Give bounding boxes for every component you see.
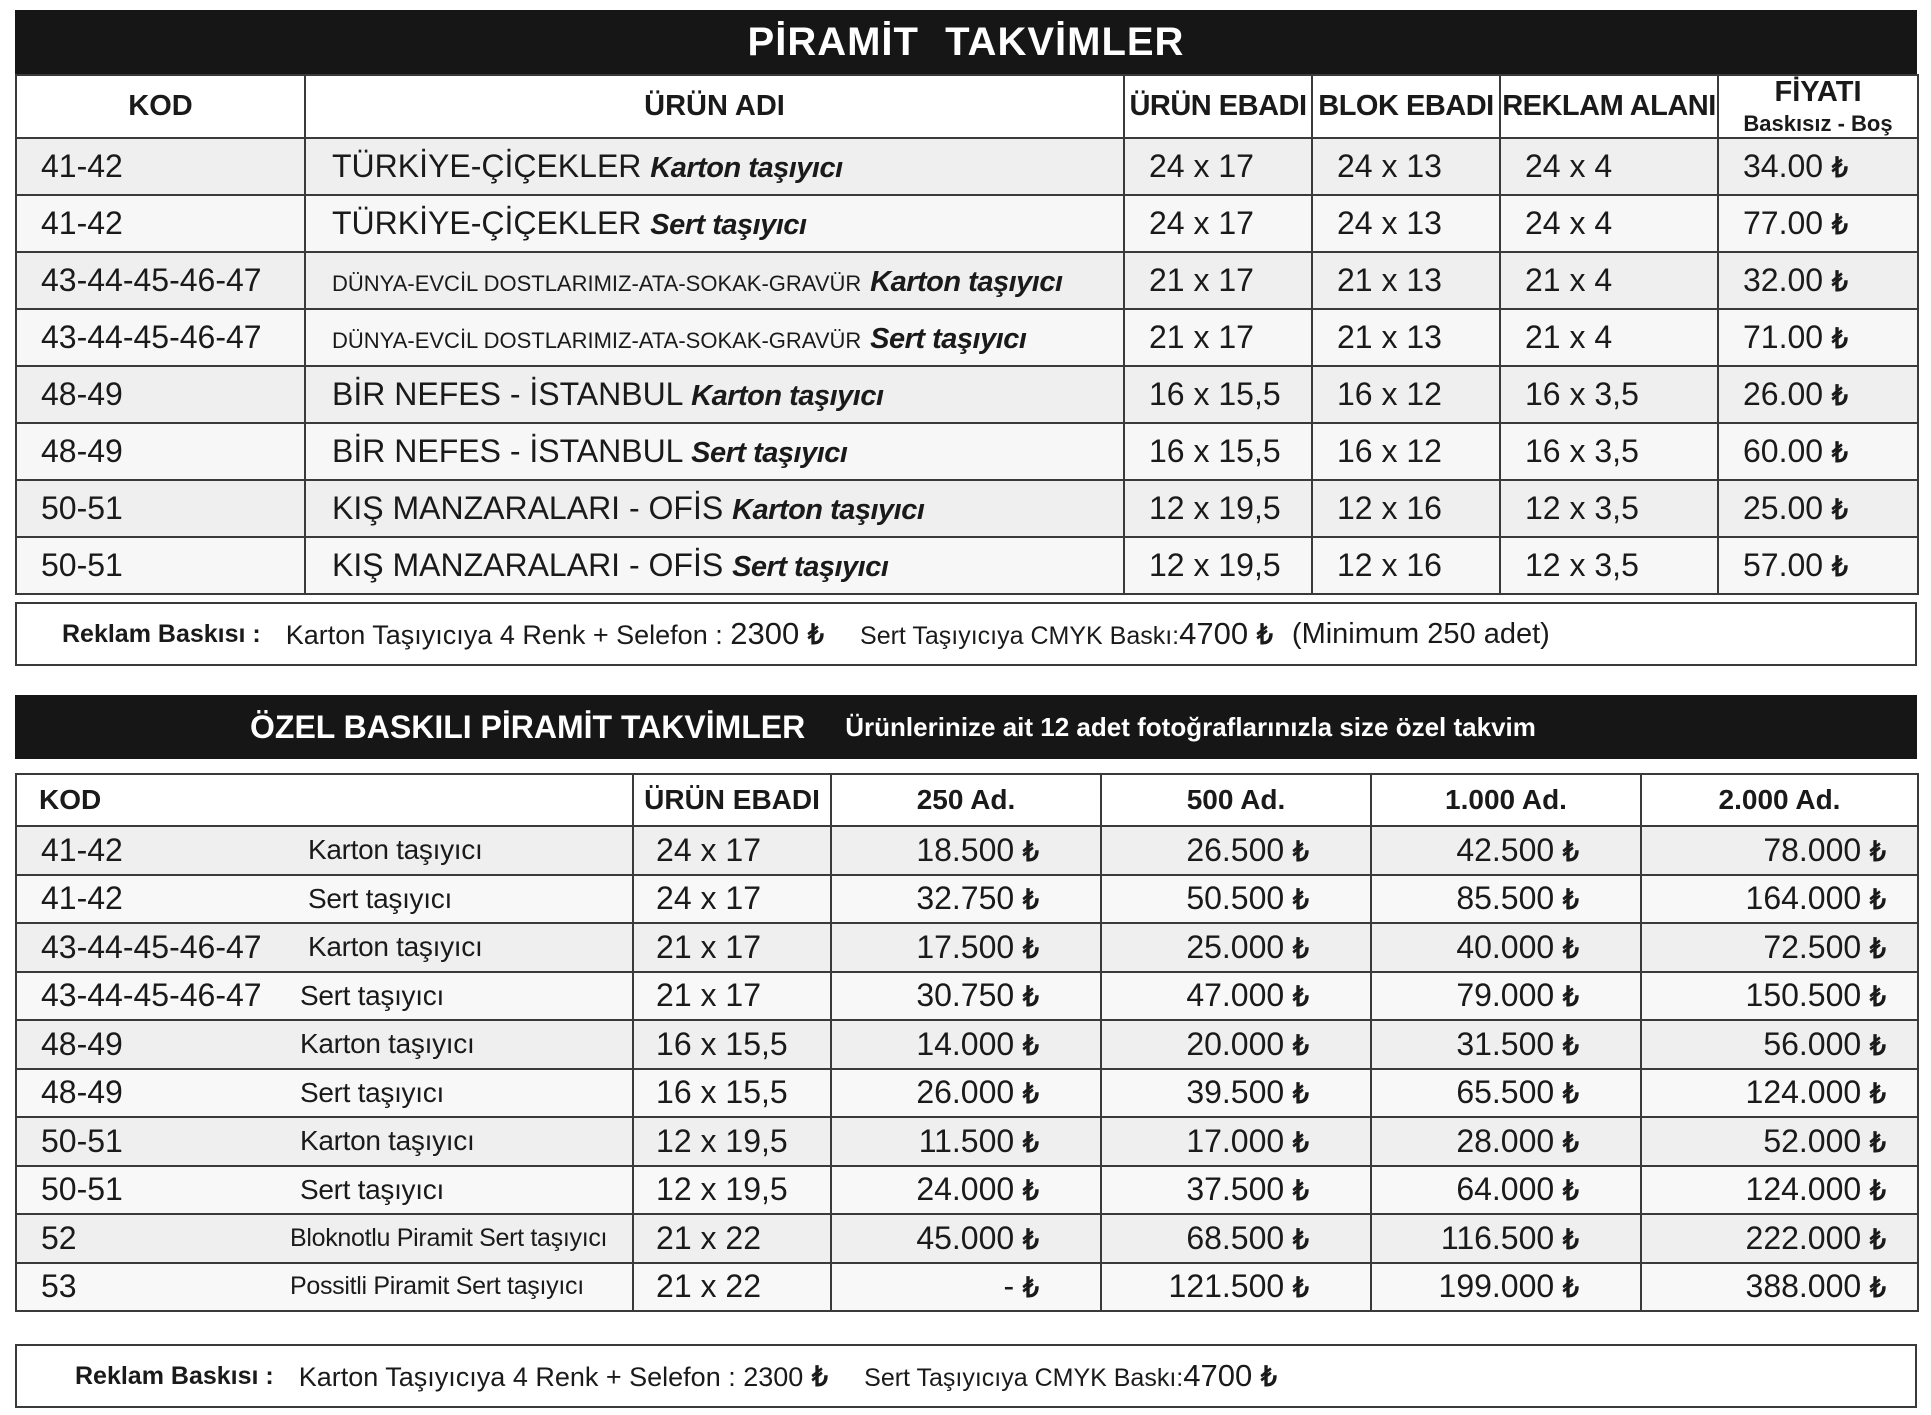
price-value: 60.00 — [1743, 433, 1824, 469]
cell-carrier: Possitli Piramit Sert taşıyıcı — [286, 1263, 633, 1312]
price-value: 17.500 — [916, 928, 1015, 965]
lira-icon: ₺ — [1831, 266, 1849, 297]
cell-price-250 — [831, 1117, 1101, 1166]
product-name: DÜNYA-EVCİL DOSTLARIMIZ-ATA-SOKAK-GRAVÜR — [332, 271, 862, 296]
lira-icon: ₺ — [1293, 884, 1310, 916]
price-value: 24.000 — [916, 1171, 1015, 1208]
price-value: 57.00 — [1743, 547, 1824, 583]
lira-icon: ₺ — [1563, 1223, 1580, 1255]
cell-fiyati — [1718, 537, 1918, 594]
cell-price-2000 — [1641, 875, 1918, 924]
price-value: 42.500 — [1456, 831, 1555, 868]
cell-blok-ebadi: 16 x 12 — [1312, 366, 1500, 423]
cell-reklam-alani: 21 x 4 — [1500, 309, 1718, 366]
carrier-type: Sert taşıyıcı — [732, 551, 889, 583]
cell-kod: 53 — [16, 1263, 286, 1312]
table-row — [16, 480, 1918, 537]
price-value: 28.000 — [1456, 1122, 1555, 1159]
lira-icon: ₺ — [1023, 1078, 1040, 1110]
lira-icon: ₺ — [1293, 1223, 1310, 1255]
cell-carrier: Bloknotlu Piramit Sert taşıyıcı — [286, 1214, 633, 1263]
table-row — [16, 252, 1918, 309]
section1-advert-note — [15, 602, 1917, 666]
cell-price-1000 — [1371, 826, 1641, 875]
price-value: 65.500 — [1456, 1074, 1555, 1111]
cell-blok-ebadi: 12 x 16 — [1312, 537, 1500, 594]
carrier-type: Karton taşıyıcı — [650, 152, 843, 184]
cell-kod: 50-51 — [16, 480, 305, 537]
lira-icon: ₺ — [1293, 1175, 1310, 1207]
section2-advert-note — [15, 1344, 1917, 1408]
cell-carrier: Sert taşıyıcı — [286, 1166, 633, 1215]
cell-urun-adi — [305, 480, 1124, 537]
lira-icon: ₺ — [1293, 981, 1310, 1013]
lira-icon: ₺ — [1293, 1078, 1310, 1110]
lira-icon: ₺ — [1023, 1272, 1040, 1304]
carrier-type: Karton taşıyıcı — [732, 494, 925, 526]
cell-carrier: Karton taşıyıcı — [286, 1020, 633, 1069]
lira-icon: ₺ — [1563, 1078, 1580, 1110]
carrier-type: Karton taşıyıcı — [691, 380, 884, 412]
price-value: 64.000 — [1456, 1171, 1555, 1208]
table-row — [16, 366, 1918, 423]
price-value: 34.00 — [1743, 148, 1824, 184]
price-value: 52.000 — [1763, 1122, 1862, 1159]
note-sert — [860, 616, 1274, 652]
price-value: 26.500 — [1186, 831, 1285, 868]
lira-icon: ₺ — [1831, 152, 1849, 183]
cell-urun-ebadi: 12 x 19,5 — [1124, 537, 1312, 594]
lira-icon: ₺ — [1831, 380, 1849, 411]
cell-urun-ebadi: 21 x 17 — [633, 923, 831, 972]
lira-icon: ₺ — [1023, 932, 1040, 964]
lira-icon: ₺ — [1023, 981, 1040, 1013]
cell-blok-ebadi: 12 x 16 — [1312, 480, 1500, 537]
section2-subtitle: Ürünlerinize ait 12 adet fotoğraflarınızla size özel takvim — [845, 711, 1536, 742]
product-name: KIŞ MANZARALARI - OFİS — [332, 490, 724, 526]
table-row — [16, 1214, 1918, 1263]
cell-urun-ebadi: 24 x 17 — [1124, 195, 1312, 252]
note-sert-price: 4700 — [1179, 616, 1249, 651]
cell-urun-ebadi: 24 x 17 — [1124, 138, 1312, 195]
carrier-type: Sert taşıyıcı — [870, 323, 1027, 355]
table-row — [16, 309, 1918, 366]
price-value: 40.000 — [1456, 928, 1555, 965]
cell-price-1000 — [1371, 1214, 1641, 1263]
cell-urun-adi — [305, 537, 1124, 594]
carrier-type: Karton taşıyıcı — [870, 266, 1063, 298]
cell-reklam-alani: 24 x 4 — [1500, 195, 1718, 252]
cell-urun-ebadi: 21 x 22 — [633, 1214, 831, 1263]
cell-urun-ebadi: 16 x 15,5 — [633, 1069, 831, 1118]
header-fiyati-label: FİYATI — [1774, 76, 1862, 108]
lira-icon: ₺ — [1831, 494, 1849, 525]
cell-blok-ebadi: 21 x 13 — [1312, 309, 1500, 366]
lira-icon: ₺ — [1831, 209, 1849, 240]
note-sert-text: Sert Taşıyıcıya CMYK Baskı: — [864, 1364, 1184, 1392]
cell-reklam-alani: 12 x 3,5 — [1500, 537, 1718, 594]
cell-price-1000 — [1371, 1166, 1641, 1215]
section2-title-bar — [15, 695, 1917, 759]
cell-price-2000 — [1641, 1117, 1918, 1166]
cell-price-250 — [831, 1166, 1101, 1215]
note-karton-text: Karton Taşıyıcıya 4 Renk + Selefon : — [298, 1361, 736, 1392]
section1-title-bar — [15, 10, 1917, 74]
cell-urun-adi — [305, 309, 1124, 366]
lira-icon: ₺ — [1870, 884, 1887, 916]
lira-icon: ₺ — [1563, 1126, 1580, 1158]
section1-title: PİRAMİT TAKVİMLER — [747, 19, 1185, 64]
price-value: 32.00 — [1743, 262, 1824, 298]
section2-title: ÖZEL BASKILI PİRAMİT TAKVİMLER — [250, 708, 806, 745]
price-value: 79.000 — [1456, 977, 1555, 1014]
cell-urun-ebadi: 12 x 19,5 — [1124, 480, 1312, 537]
cell-price-1000 — [1371, 972, 1641, 1021]
table-header-row — [16, 774, 1918, 826]
cell-urun-ebadi: 12 x 19,5 — [633, 1166, 831, 1215]
cell-price-2000 — [1641, 1214, 1918, 1263]
cell-price-250 — [831, 1214, 1101, 1263]
cell-fiyati — [1718, 366, 1918, 423]
price-value: 47.000 — [1186, 977, 1285, 1014]
cell-price-2000 — [1641, 923, 1918, 972]
table-row — [16, 826, 1918, 875]
price-value: 56.000 — [1763, 1025, 1862, 1062]
cell-price-2000 — [1641, 1020, 1918, 1069]
header-fiyati-sub: Baskısız - Boş — [1743, 111, 1893, 136]
cell-urun-ebadi: 12 x 19,5 — [633, 1117, 831, 1166]
note-karton-price: 2300 — [743, 1361, 804, 1392]
lira-icon: ₺ — [808, 619, 825, 650]
price-value: 388.000 — [1745, 1268, 1862, 1305]
header-250: 250 Ad. — [831, 774, 1101, 826]
cell-carrier: Sert taşıyıcı — [286, 875, 633, 924]
product-name: TÜRKİYE-ÇİÇEKLER — [332, 148, 642, 184]
cell-fiyati — [1718, 195, 1918, 252]
price-value: 124.000 — [1745, 1074, 1862, 1111]
cell-kod: 48-49 — [16, 1020, 286, 1069]
cell-kod: 41-42 — [16, 826, 286, 875]
cell-price-1000 — [1371, 1117, 1641, 1166]
cell-fiyati — [1718, 309, 1918, 366]
cell-price-500 — [1101, 1117, 1371, 1166]
lira-icon: ₺ — [1293, 1272, 1310, 1304]
cell-price-250 — [831, 1263, 1101, 1312]
cell-urun-ebadi: 21 x 17 — [633, 972, 831, 1021]
note-sert — [864, 1358, 1278, 1394]
header-urun-ebadi: ÜRÜN EBADI — [633, 774, 831, 826]
cell-urun-ebadi: 21 x 17 — [1124, 309, 1312, 366]
lira-icon: ₺ — [1023, 1175, 1040, 1207]
table-row — [16, 1069, 1918, 1118]
note-label: Reklam Baskısı : — [62, 619, 261, 648]
price-value: 78.000 — [1763, 831, 1862, 868]
carrier-type: Sert taşıyıcı — [650, 209, 807, 241]
lira-icon: ₺ — [1870, 1223, 1887, 1255]
lira-icon: ₺ — [1023, 884, 1040, 916]
lira-icon: ₺ — [1563, 932, 1580, 964]
cell-carrier: Karton taşıyıcı — [286, 1117, 633, 1166]
note-karton — [299, 1360, 829, 1393]
cell-urun-ebadi: 21 x 17 — [1124, 252, 1312, 309]
cell-kod: 43-44-45-46-47 — [16, 252, 305, 309]
cell-urun-ebadi: 21 x 22 — [633, 1263, 831, 1312]
product-name: BİR NEFES - İSTANBUL — [332, 433, 683, 469]
header-urun-ebadi: ÜRÜN EBADI — [1124, 75, 1312, 138]
cell-urun-ebadi: 24 x 17 — [633, 875, 831, 924]
lira-icon: ₺ — [1293, 932, 1310, 964]
table-row — [16, 1020, 1918, 1069]
cell-kod: 41-42 — [16, 195, 305, 252]
lira-icon: ₺ — [1563, 1272, 1580, 1304]
header-kod: KOD — [16, 75, 305, 138]
price-value: 45.000 — [916, 1219, 1015, 1256]
product-name: DÜNYA-EVCİL DOSTLARIMIZ-ATA-SOKAK-GRAVÜR — [332, 328, 862, 353]
cell-kod: 52 — [16, 1214, 286, 1263]
cell-reklam-alani: 16 x 3,5 — [1500, 423, 1718, 480]
cell-price-2000 — [1641, 1263, 1918, 1312]
ozel-baskili-price-table — [15, 773, 1919, 1312]
lira-icon: ₺ — [1831, 437, 1849, 468]
cell-price-500 — [1101, 972, 1371, 1021]
table-header-row — [16, 75, 1918, 138]
lira-icon: ₺ — [1870, 1126, 1887, 1158]
cell-urun-adi — [305, 252, 1124, 309]
table-row — [16, 972, 1918, 1021]
cell-kod: 50-51 — [16, 537, 305, 594]
cell-reklam-alani: 21 x 4 — [1500, 252, 1718, 309]
cell-urun-ebadi: 16 x 15,5 — [1124, 423, 1312, 480]
lira-icon: ₺ — [1831, 551, 1849, 582]
cell-fiyati — [1718, 480, 1918, 537]
note-karton — [286, 616, 825, 652]
cell-price-500 — [1101, 1020, 1371, 1069]
price-value: 37.500 — [1186, 1171, 1285, 1208]
lira-icon: ₺ — [1870, 1175, 1887, 1207]
table-row — [16, 537, 1918, 594]
note-label: Reklam Baskısı : — [75, 1361, 274, 1390]
cell-kod: 43-44-45-46-47 — [16, 972, 286, 1021]
cell-reklam-alani: 12 x 3,5 — [1500, 480, 1718, 537]
cell-price-2000 — [1641, 1069, 1918, 1118]
cell-carrier: Karton taşıyıcı — [286, 923, 633, 972]
price-value: 150.500 — [1745, 977, 1862, 1014]
lira-icon: ₺ — [1831, 323, 1849, 354]
table-row — [16, 1263, 1918, 1312]
cell-price-500 — [1101, 826, 1371, 875]
lira-icon: ₺ — [1870, 932, 1887, 964]
price-value: 77.00 — [1743, 205, 1824, 241]
lira-icon: ₺ — [1870, 1078, 1887, 1110]
price-value: 11.500 — [918, 1122, 1015, 1159]
lira-icon: ₺ — [1870, 1029, 1887, 1061]
cell-kod: 48-49 — [16, 423, 305, 480]
note-sert-price: 4700 — [1183, 1358, 1253, 1393]
lira-icon: ₺ — [1563, 835, 1580, 867]
price-value: 199.000 — [1438, 1268, 1555, 1305]
price-value: 18.500 — [916, 831, 1015, 868]
lira-icon: ₺ — [1023, 835, 1040, 867]
cell-price-500 — [1101, 1263, 1371, 1312]
header-1000: 1.000 Ad. — [1371, 774, 1641, 826]
product-name: KIŞ MANZARALARI - OFİS — [332, 547, 724, 583]
table-row — [16, 923, 1918, 972]
cell-price-250 — [831, 1020, 1101, 1069]
price-value: 30.750 — [916, 977, 1015, 1014]
price-value: 71.00 — [1743, 319, 1824, 355]
price-value: 20.000 — [1186, 1025, 1285, 1062]
table-row — [16, 1166, 1918, 1215]
header-fiyati — [1718, 75, 1918, 138]
cell-kod: 48-49 — [16, 1069, 286, 1118]
cell-carrier: Sert taşıyıcı — [286, 972, 633, 1021]
lira-icon: ₺ — [1563, 1175, 1580, 1207]
price-value: 50.500 — [1186, 880, 1285, 917]
header-urun-adi: ÜRÜN ADI — [305, 75, 1124, 138]
header-2000: 2.000 Ad. — [1641, 774, 1918, 826]
price-value: 116.500 — [1440, 1219, 1555, 1256]
product-name: TÜRKİYE-ÇİÇEKLER — [332, 205, 642, 241]
price-value: 85.500 — [1456, 880, 1555, 917]
price-value: 222.000 — [1745, 1219, 1862, 1256]
table-row — [16, 423, 1918, 480]
price-value: 14.000 — [916, 1025, 1015, 1062]
cell-price-250 — [831, 923, 1101, 972]
cell-blok-ebadi: 24 x 13 — [1312, 138, 1500, 195]
note-karton-price: 2300 — [730, 616, 800, 651]
cell-price-250 — [831, 826, 1101, 875]
cell-price-500 — [1101, 923, 1371, 972]
cell-kod: 50-51 — [16, 1166, 286, 1215]
cell-fiyati — [1718, 423, 1918, 480]
price-value: 164.000 — [1745, 880, 1862, 917]
cell-urun-adi — [305, 423, 1124, 480]
lira-icon: ₺ — [1023, 1029, 1040, 1061]
cell-reklam-alani: 24 x 4 — [1500, 138, 1718, 195]
cell-price-1000 — [1371, 923, 1641, 972]
cell-kod: 43-44-45-46-47 — [16, 923, 286, 972]
lira-icon: ₺ — [1870, 835, 1887, 867]
lira-icon: ₺ — [1563, 1029, 1580, 1061]
price-value: 124.000 — [1745, 1171, 1862, 1208]
lira-icon: ₺ — [1563, 884, 1580, 916]
price-value: 72.500 — [1763, 928, 1862, 965]
price-value: 32.750 — [916, 880, 1015, 917]
lira-icon: ₺ — [1261, 1361, 1278, 1392]
cell-kod: 41-42 — [16, 138, 305, 195]
cell-kod: 41-42 — [16, 875, 286, 924]
price-value: 25.000 — [1186, 928, 1285, 965]
header-500: 500 Ad. — [1101, 774, 1371, 826]
cell-price-2000 — [1641, 1166, 1918, 1215]
cell-price-500 — [1101, 1166, 1371, 1215]
cell-price-2000 — [1641, 972, 1918, 1021]
price-value: 25.00 — [1743, 490, 1824, 526]
lira-icon: ₺ — [1256, 619, 1274, 650]
cell-blok-ebadi: 24 x 13 — [1312, 195, 1500, 252]
cell-kod: 43-44-45-46-47 — [16, 309, 305, 366]
table-row — [16, 138, 1918, 195]
cell-urun-ebadi: 16 x 15,5 — [633, 1020, 831, 1069]
cell-urun-ebadi: 24 x 17 — [633, 826, 831, 875]
cell-kod: 50-51 — [16, 1117, 286, 1166]
cell-fiyati — [1718, 138, 1918, 195]
price-value: - — [1003, 1268, 1015, 1305]
cell-price-250 — [831, 1069, 1101, 1118]
price-value: 39.500 — [1186, 1074, 1285, 1111]
cell-urun-adi — [305, 195, 1124, 252]
price-value: 121.500 — [1168, 1268, 1285, 1305]
cell-price-500 — [1101, 1214, 1371, 1263]
price-value: 26.00 — [1743, 376, 1824, 412]
cell-price-1000 — [1371, 1069, 1641, 1118]
product-name: BİR NEFES - İSTANBUL — [332, 376, 683, 412]
lira-icon: ₺ — [1023, 1126, 1040, 1158]
cell-blok-ebadi: 16 x 12 — [1312, 423, 1500, 480]
cell-reklam-alani: 16 x 3,5 — [1500, 366, 1718, 423]
cell-price-2000 — [1641, 826, 1918, 875]
table-row — [16, 875, 1918, 924]
table-row — [16, 195, 1918, 252]
price-value: 31.500 — [1456, 1025, 1555, 1062]
cell-urun-adi — [305, 138, 1124, 195]
cell-price-250 — [831, 875, 1101, 924]
note-minimum: (Minimum 250 adet) — [1291, 617, 1550, 650]
lira-icon: ₺ — [1293, 1029, 1310, 1061]
header-blok-ebadi: BLOK EBADI — [1312, 75, 1500, 138]
note-sert-text: Sert Taşıyıcıya CMYK Baskı: — [860, 622, 1180, 650]
lira-icon: ₺ — [1023, 1223, 1040, 1255]
header-reklam-alani: REKLAM ALANI — [1500, 75, 1718, 138]
cell-kod: 48-49 — [16, 366, 305, 423]
cell-carrier: Sert taşıyıcı — [286, 1069, 633, 1118]
cell-price-1000 — [1371, 1263, 1641, 1312]
lira-icon: ₺ — [1870, 1272, 1887, 1304]
lira-icon: ₺ — [1563, 981, 1580, 1013]
price-value: 26.000 — [916, 1074, 1015, 1111]
cell-blok-ebadi: 21 x 13 — [1312, 252, 1500, 309]
cell-price-250 — [831, 972, 1101, 1021]
lira-icon: ₺ — [1293, 835, 1310, 867]
cell-carrier: Karton taşıyıcı — [286, 826, 633, 875]
lira-icon: ₺ — [812, 1360, 829, 1392]
cell-urun-adi — [305, 366, 1124, 423]
lira-icon: ₺ — [1293, 1126, 1310, 1158]
price-value: 17.000 — [1186, 1122, 1285, 1159]
cell-fiyati — [1718, 252, 1918, 309]
price-value: 68.500 — [1186, 1219, 1285, 1256]
table-row — [16, 1117, 1918, 1166]
lira-icon: ₺ — [1870, 981, 1887, 1013]
cell-price-1000 — [1371, 875, 1641, 924]
cell-urun-ebadi: 16 x 15,5 — [1124, 366, 1312, 423]
cell-price-500 — [1101, 1069, 1371, 1118]
cell-price-1000 — [1371, 1020, 1641, 1069]
note-karton-text: Karton Taşıyıcıya 4 Renk + Selefon : — [285, 620, 723, 650]
cell-price-500 — [1101, 875, 1371, 924]
header-kod: KOD — [16, 774, 633, 826]
piramit-price-table — [15, 74, 1919, 595]
carrier-type: Sert taşıyıcı — [691, 437, 848, 469]
